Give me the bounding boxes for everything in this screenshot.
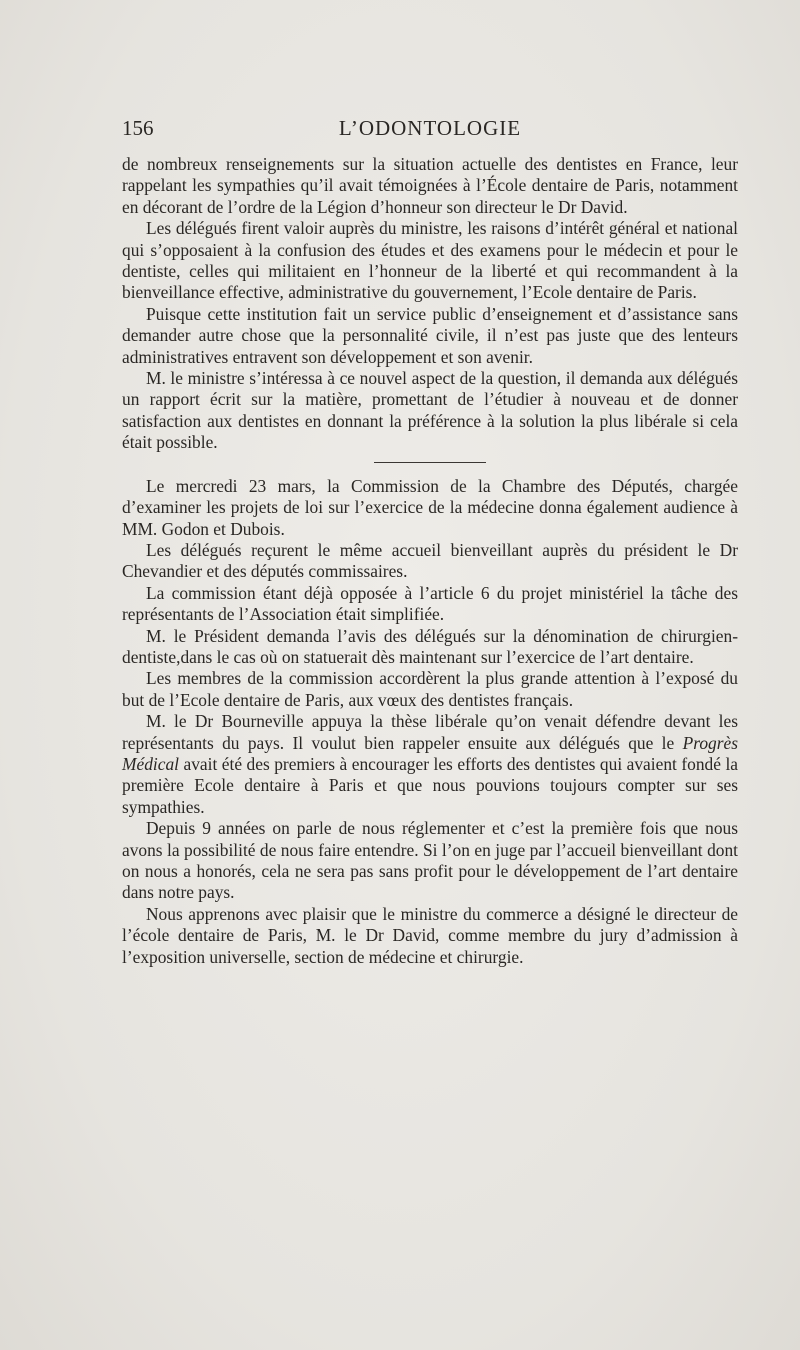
paragraph: Puisque cette institution fait un service public d’enseignement et d’assistance sans demander autre chose que la personnalité civile, il n’est pas juste que des lenteurs administratives entravent son développement et son avenir. xyxy=(122,303,738,367)
paragraph: M. le Président demanda l’avis des délégués sur la dénomination de chirurgien-dentiste,dans le cas où on statuerait dès maintenant sur l’exercice de l’art dentaire. xyxy=(122,625,738,667)
page-header xyxy=(122,116,738,146)
paragraph-text: avait été des premiers à encourager les efforts des dentistes qui avaient fondé la première Ecole dentaire à Paris et que nous pouvions toujours compter sur ses sympathies. xyxy=(122,753,738,817)
paragraph: Le mercredi 23 mars, la Commission de la Chambre des Députés, chargée d’examiner les projets de loi sur l’exercice de la médecine donna également audience à MM. Godon et Dubois. xyxy=(122,475,738,539)
paragraph: Nous apprenons avec plaisir que le ministre du commerce a désigné le directeur de l’école dentaire de Paris, M. le Dr David, comme membre du jury d’admission à l’exposition universelle, section de médecine et chirurgie. xyxy=(122,903,738,967)
section-divider xyxy=(122,454,738,476)
paragraph: de nombreux renseignements sur la situation actuelle des dentistes en France, leur rappelant les sympathies qu’il avait témoignées à l’École dentaire de Paris, notamment en décorant de l’ordre de la Légion d’honneur son directeur le Dr David. xyxy=(122,154,738,217)
paragraph: La commission étant déjà opposée à l’article 6 du projet ministériel la tâche des représentants de l’Association était simplifiée. xyxy=(122,582,738,625)
paragraph: M. le ministre s’intéressa à ce nouvel aspect de la question, il demanda aux délégués un rapport écrit sur la matière, promettant de l’étudier à nouveau et de donner satisfaction aux dentistes en donnant la préférence à la solution la plus libérale si cela était possible. xyxy=(122,368,738,453)
article-text xyxy=(122,154,738,968)
paragraph: Les membres de la commission accordèrent la plus grande attention à l’exposé du but de l’Ecole dentaire de Paris, aux vœux des dentistes français. xyxy=(122,668,738,710)
paragraph: Les délégués reçurent le même accueil bienveillant auprès du président le Dr Chevandier et des députés commissaires. xyxy=(122,539,738,582)
journal-title: Progrès Médical xyxy=(122,732,738,774)
paragraph xyxy=(122,711,738,818)
paragraph: Depuis 9 années on parle de nous réglementer et c’est la première fois que nous avons la possibilité de nous faire entendre. Si l’on en juge par l’accueil bienveillant dont on nous a honorés, cela ne sera pas sans profit pour le développement de l’art dentaire dans notre pays. xyxy=(122,818,738,903)
paragraph-text: M. le Dr Bourneville appuya la thèse libérale qu’on venait défendre devant les représentants du pays. Il voulut bien rappeler ensuite aux délégués que le xyxy=(122,711,738,753)
running-title: L’ODONTOLOGIE xyxy=(338,116,522,140)
paragraph: Les délégués firent valoir auprès du ministre, les raisons d’intérêt général et national qui s’opposaient à la confusion des études et des examens pour le médecin et pour le dentiste, celles qui militaient en l’honneur de la liberté et qui recommandent à la bienveillance effective, administrative du gouvernement, l’Ecole dentaire de Paris. xyxy=(122,218,738,303)
page-number: 156 xyxy=(122,116,154,140)
